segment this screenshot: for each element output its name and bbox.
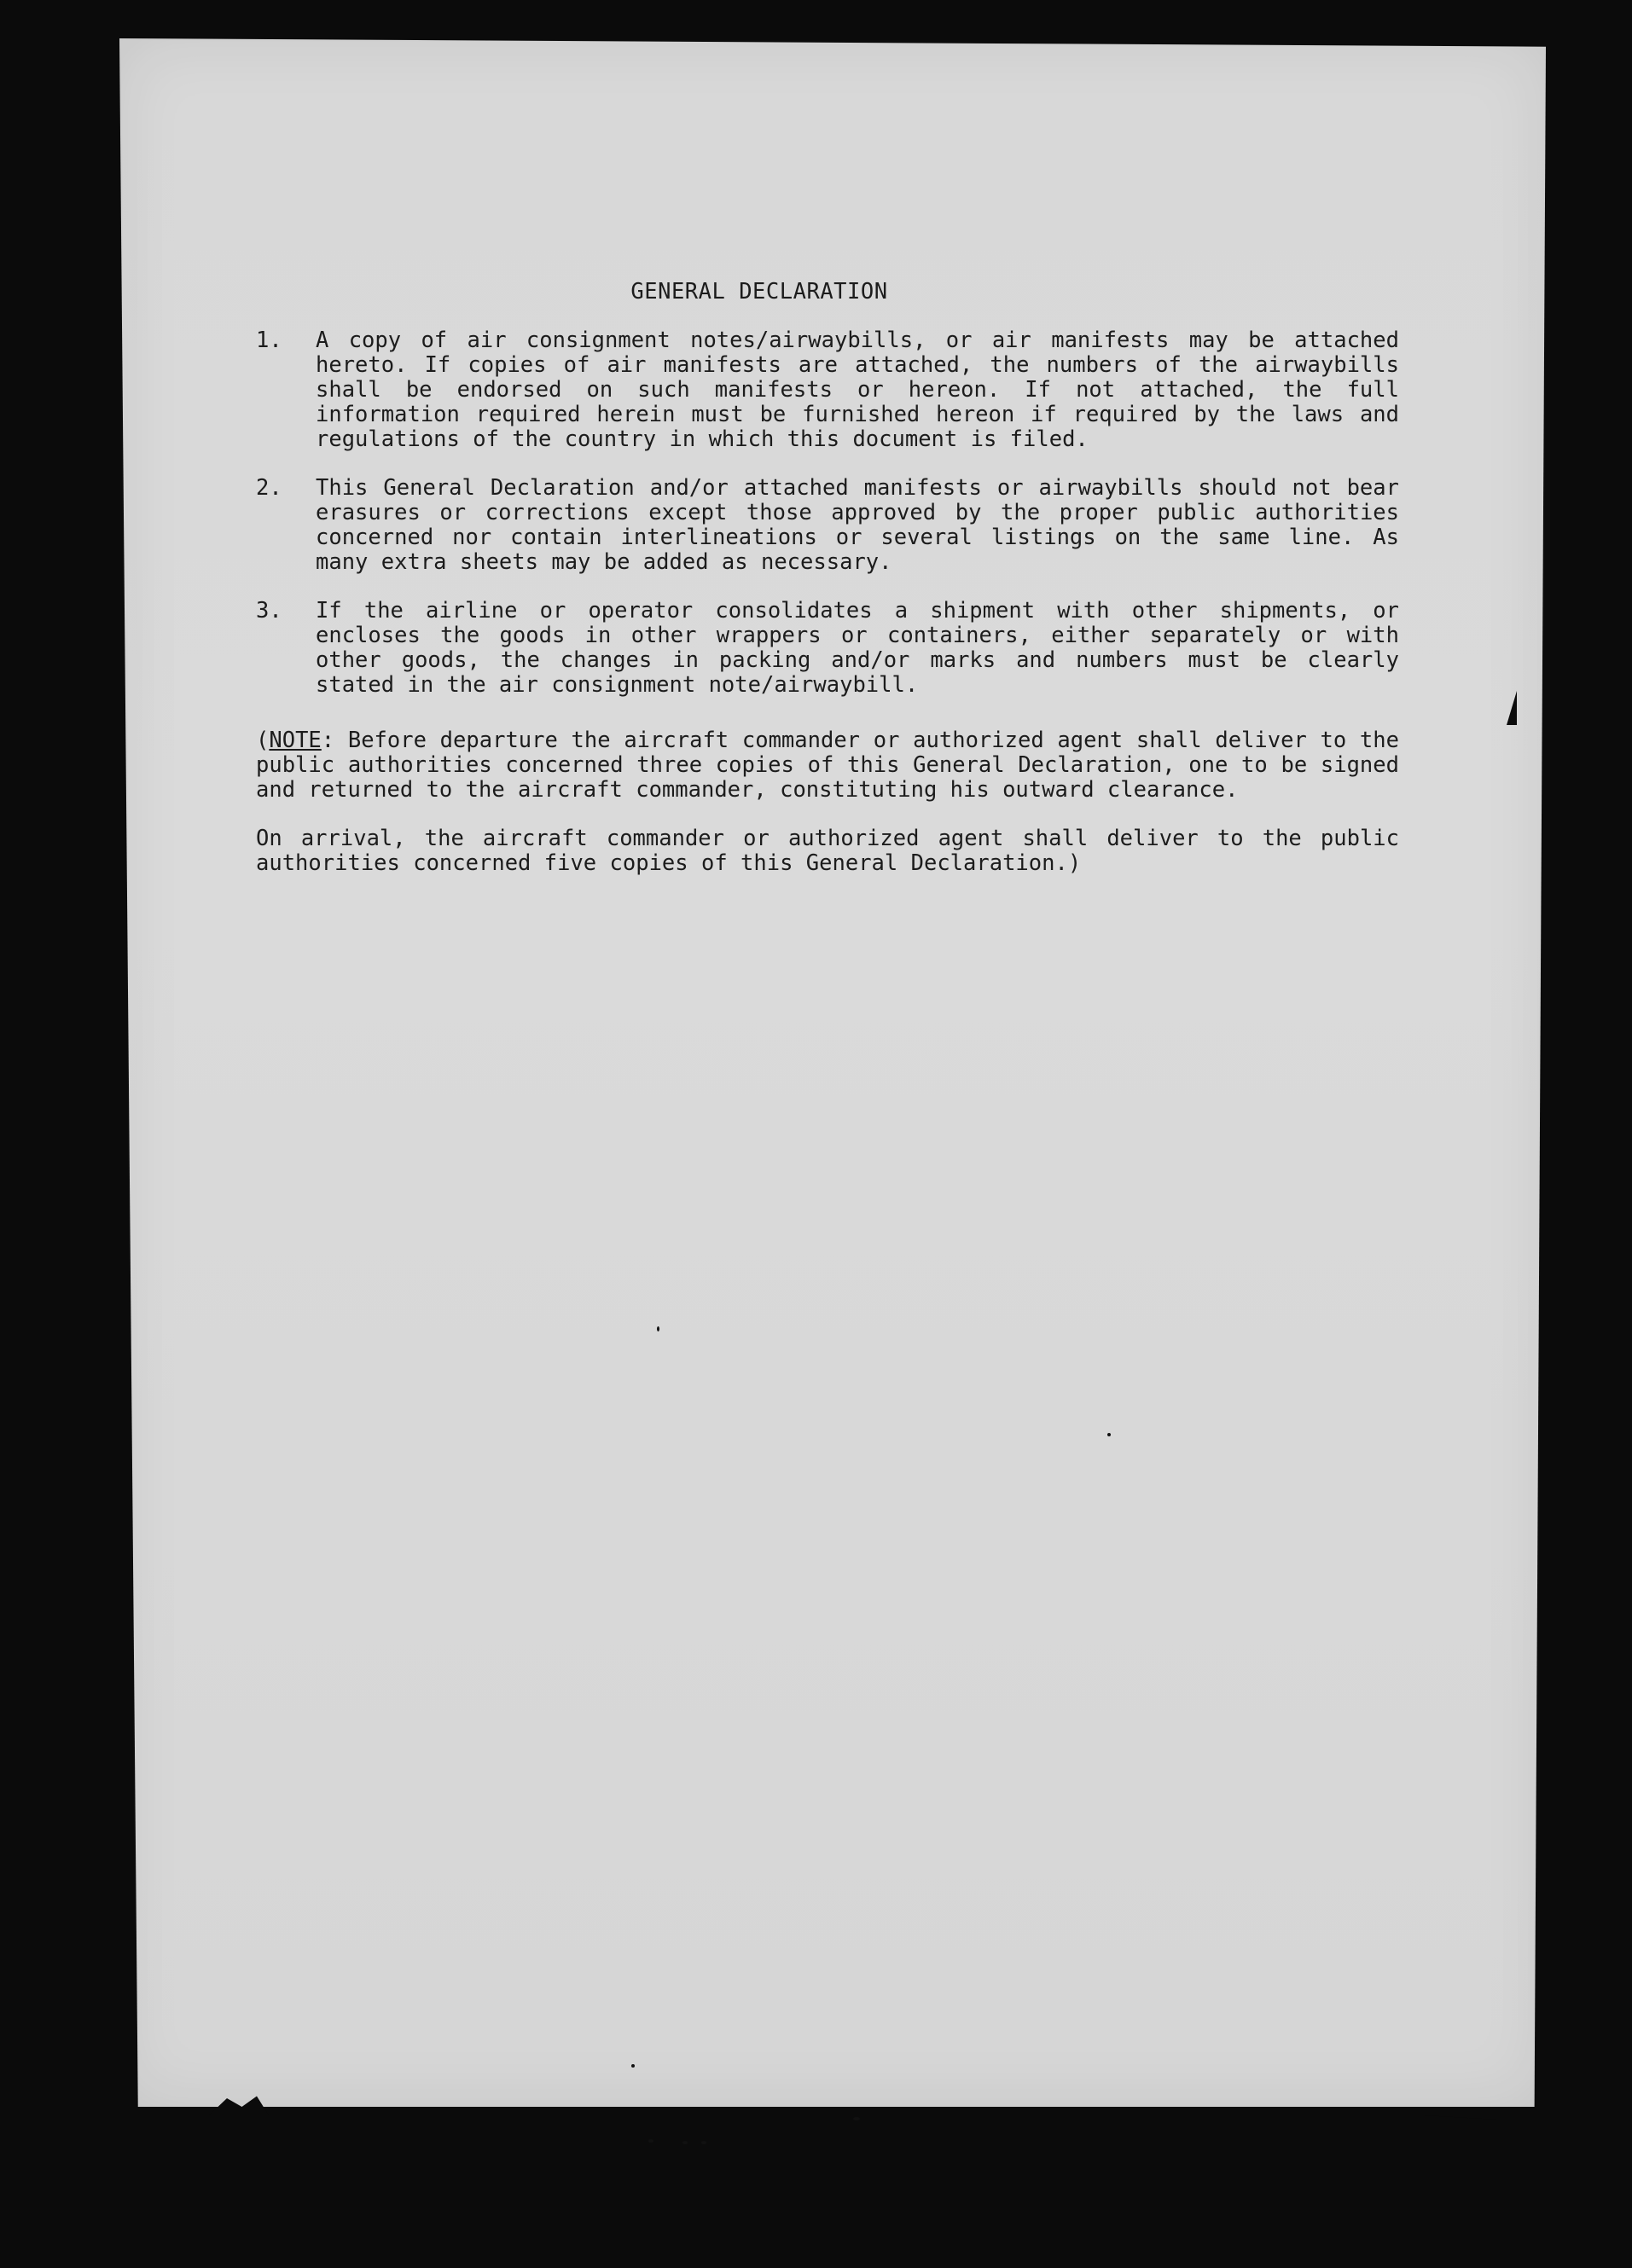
scan-speck — [657, 1326, 659, 1331]
note-open-paren: ( — [256, 728, 270, 753]
instruction-item-3 — [256, 599, 1399, 698]
scan-speck — [682, 2141, 688, 2144]
instruction-item-2 — [256, 476, 1399, 575]
document-title: GENERAL DECLARATION — [630, 279, 888, 305]
scan-speck — [701, 2141, 706, 2144]
item-text: A copy of air consignment notes/airwaybills, or air manifests may be attached hereto. If copies of air manifests are attached, the numbers of the airwaybills shall be endorsed on such manifests or hereon. If not attached, the full information required herein must be furnished hereon if required by the laws and regulations of the country in which this document is filed. — [316, 328, 1399, 452]
arrival-note: On arrival, the aircraft commander or authorized agent shall deliver to the public authorities concerned five copies of this General Declaration.) — [256, 826, 1399, 876]
scan-speck — [631, 2064, 635, 2068]
item-number: 2. — [256, 475, 282, 501]
item-text: If the airline or operator consolidates a shipment with other shipments, or encloses the goods in other wrappers or containers, either separately or with other goods, the changes in packing and/or marks and numbers must be clearly stated in the air consignment note/airwaybill. — [316, 598, 1399, 698]
instruction-item-1 — [256, 328, 1399, 452]
item-number: 1. — [256, 328, 282, 353]
scan-speck — [1107, 1433, 1111, 1436]
document-body — [256, 280, 1399, 876]
scan-speck — [853, 2117, 860, 2120]
scan-speck — [648, 2139, 653, 2143]
note-text: Before departure the aircraft commander or authorized agent shall deliver to the public authorities concerned three copies of this General Declaration, one to be signed and returned to the aircraft commander, constituting his outward clearance. — [256, 728, 1399, 803]
note-label: NOTE — [269, 728, 322, 753]
note-colon: : — [321, 728, 335, 753]
item-number: 3. — [256, 598, 282, 624]
item-text: This General Declaration and/or attached manifests or airwaybills should not bear erasures or corrections except those approved by the proper public authorities concerned nor contain interlineations or several listings on the same line. As many extra sheets may be added as necessary. — [316, 475, 1399, 575]
departure-note — [256, 728, 1399, 803]
